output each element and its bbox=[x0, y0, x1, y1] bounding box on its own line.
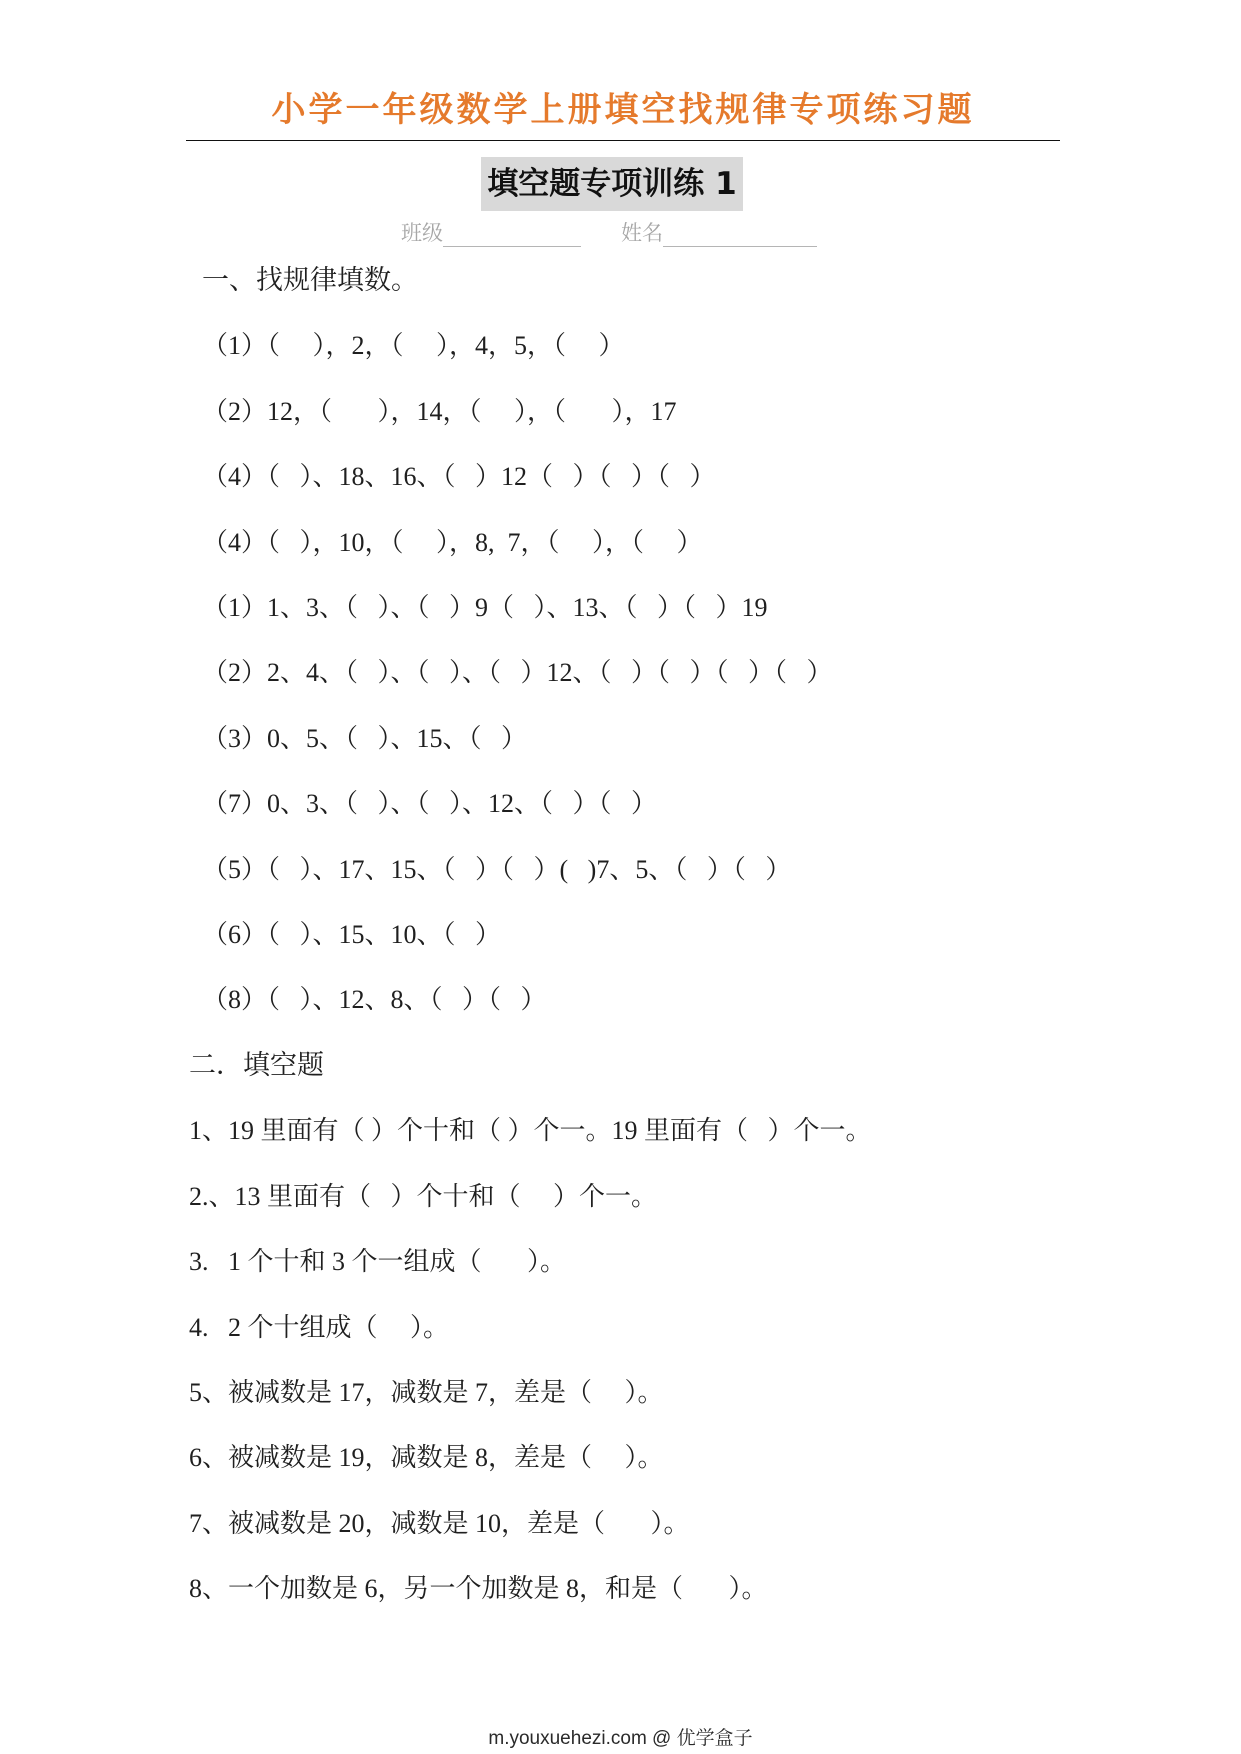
footer-source: m.youxuehezi.com @ 优学盒子 bbox=[488, 1728, 753, 1749]
title-divider bbox=[186, 140, 1060, 141]
pattern-question: （4）（ ），10，（ ），8, 7，（ ），（ ） bbox=[202, 527, 703, 557]
pattern-question: （7）0、3、（ ）、（ ）、12、（ ）（ ） bbox=[202, 789, 658, 819]
pattern-question: （2）2、4、（ ）、（ ）、（ ）12、（ ）（ ）（ ）（ ） bbox=[202, 658, 833, 688]
fill-blank-question: 4. 2 个十组成（ ）。 bbox=[189, 1312, 450, 1342]
pattern-question: （1）（ ），2，（ ），4，5，（ ） bbox=[202, 331, 625, 361]
pattern-question: （3）0、5、（ ）、15、（ ） bbox=[202, 723, 528, 753]
fill-blank-question: 5、被减数是 17，减数是 7，差是（ ）。 bbox=[189, 1377, 664, 1407]
name-blank bbox=[663, 224, 817, 247]
worksheet-title: 填空题专项训练 1 bbox=[481, 157, 743, 211]
pattern-question: （1）1、3、（ ）、（ ）9（ ）、13、（ ）（ ）19 bbox=[202, 592, 768, 622]
fill-blank-question: 3. 1 个十和 3 个一组成（ ）。 bbox=[189, 1247, 567, 1277]
class-label: 班级 bbox=[401, 221, 443, 245]
fill-blank-question: 2.、13 里面有（ ）个十和（ ）个一。 bbox=[189, 1181, 658, 1211]
class-blank bbox=[443, 224, 581, 247]
fill-blank-question: 6、被减数是 19，减数是 8，差是（ ）。 bbox=[189, 1443, 664, 1473]
pattern-question: （5）（ ）、17、15、（ ）（ ）( )7、5、（ ）（ ） bbox=[202, 854, 792, 884]
section-fill-blank bbox=[189, 1033, 1189, 1622]
pattern-question: （4）（ ）、18、16、（ ）12（ ）（ ）（ ） bbox=[202, 462, 716, 492]
page-title: 小学一年级数学上册填空找规律专项练习题 bbox=[271, 90, 975, 130]
name-label: 姓名 bbox=[621, 221, 663, 245]
fill-blank-question: 8、一个加数是 6，另一个加数是 8，和是（ ）。 bbox=[189, 1574, 768, 1604]
pattern-question: （8）（ ）、12、8、（ ）（ ） bbox=[202, 985, 547, 1015]
student-info-line bbox=[401, 219, 817, 247]
pattern-question: （2）12，（ ），14，（ ），（ ），17 bbox=[202, 396, 677, 426]
pattern-question: （6）（ ）、15、10、（ ） bbox=[202, 919, 502, 949]
fill-blank-question: 1、19 里面有（ ）个十和（ ）个一。19 里面有（ ）个一。 bbox=[189, 1116, 872, 1146]
section-heading: 二．填空题 bbox=[189, 1050, 324, 1080]
section-heading: 一、找规律填数。 bbox=[202, 265, 418, 295]
fill-blank-question: 7、被减数是 20，减数是 10，差是（ ）。 bbox=[189, 1508, 690, 1538]
section-find-pattern bbox=[202, 248, 1202, 1033]
